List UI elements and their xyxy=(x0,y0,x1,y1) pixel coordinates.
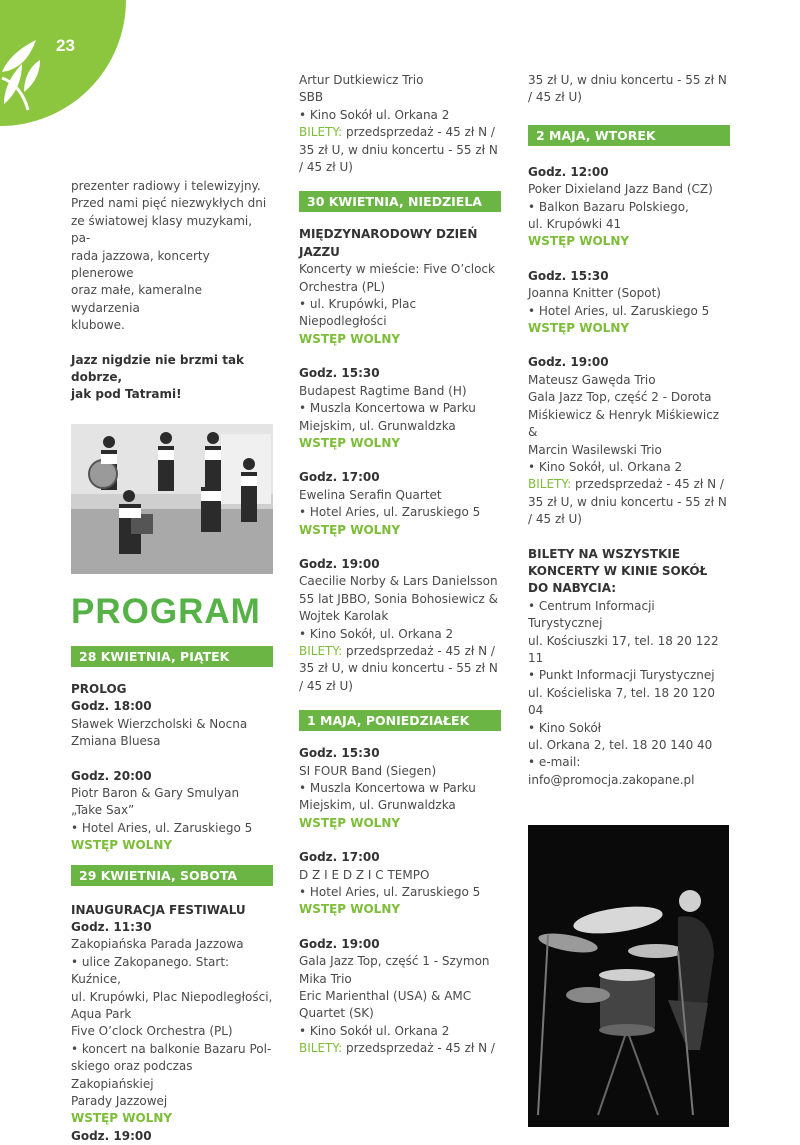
event-line: Orchestra (PL) xyxy=(299,279,386,294)
event-line: Gala Jazz Top, część 1 - Szymon xyxy=(299,954,490,969)
tickets-heading: DO NABYCIA: xyxy=(528,581,617,596)
intro-line: oraz małe, kameralne wydarzenia xyxy=(71,283,202,315)
tickets-info-line: • e-mail: xyxy=(528,755,581,770)
event-line: Ewelina Serafin Quartet xyxy=(299,487,442,502)
event-time: Godz. 20:00 xyxy=(71,768,152,783)
event-line: Budapest Ragtime Band (H) xyxy=(299,383,467,398)
event-time: Godz. 17:00 xyxy=(299,850,380,865)
event-line: Zakopiańska Parada Jazzowa xyxy=(71,937,244,952)
tagline: jak pod Tatrami! xyxy=(71,387,182,402)
column-1 xyxy=(71,178,273,1145)
event-heading: INAUGURACJA FESTIWALU xyxy=(71,902,246,917)
intro-line: prezenter radiowy i telewizyjny. xyxy=(71,179,261,193)
column-3 xyxy=(528,72,730,1127)
free-entry-label: WSTĘP WOLNY xyxy=(528,234,630,249)
band-photo xyxy=(71,424,273,574)
tickets-label: BILETY: xyxy=(528,477,572,492)
ticket-price: 35 zł U, w dniu koncertu - 55 zł N xyxy=(528,494,727,509)
event-line: • Kino Sokół, ul. Orkana 2 xyxy=(299,626,454,641)
event-line: „Take Sax” xyxy=(71,803,135,818)
ticket-price: BILETY: przedsprzedaż - 45 zł N / xyxy=(299,1041,495,1056)
event-line: • Kino Sokół ul. Orkana 2 xyxy=(299,1023,450,1038)
free-entry-label: WSTĘP WOLNY xyxy=(299,522,401,537)
tickets-heading: KONCERTY W KINIE SOKÓŁ xyxy=(528,563,708,578)
event-heading: JAZZU xyxy=(299,244,340,259)
tickets-label: BILETY: xyxy=(299,125,343,140)
event-line: Marcin Wasilewski Trio xyxy=(528,442,662,457)
event-line: Miśkiewicz & Henryk Miśkiewicz & xyxy=(528,407,720,440)
corner-leaf-decoration xyxy=(0,0,126,126)
day-header-29-april: 29 KWIETNIA, SOBOTA xyxy=(71,865,273,886)
drummer-photo xyxy=(528,825,729,1127)
event-line: • Hotel Aries, ul. Zaruskiego 5 xyxy=(71,820,253,835)
event-line: Piotr Baron & Gary Smulyan xyxy=(71,785,240,800)
ticket-price: 35 zł U, w dniu koncertu - 55 zł N xyxy=(299,661,498,676)
event-line: Joanna Knitter (Sopot) xyxy=(528,286,661,301)
event-line: • Muszla Koncertowa w Parku xyxy=(299,781,476,795)
program-title: PROGRAM xyxy=(71,591,261,631)
event-time: Godz. 17:00 xyxy=(299,470,380,485)
event-time: Godz. 15:30 xyxy=(299,366,380,381)
free-entry-label: WSTĘP WOLNY xyxy=(299,815,401,830)
tickets-label: BILETY: xyxy=(299,643,343,658)
event-line: Aqua Park xyxy=(71,1006,132,1021)
event-line: Miejskim, ul. Grunwaldzka xyxy=(299,798,456,813)
event-line: • Kino Sokół, ul. Orkana 2 xyxy=(528,459,683,474)
ticket-price: BILETY: przedsprzedaż - 45 zł N / xyxy=(299,125,495,140)
event-line: • ulice Zakopanego. Start: Kuźnice, xyxy=(71,954,230,987)
tickets-info-line: ul. Kościuszki 17, tel. 18 20 122 11 xyxy=(528,633,719,665)
ticket-price: BILETY: przedsprzedaż - 45 zł N / xyxy=(299,643,495,658)
event-line: Gala Jazz Top, część 2 - Dorota xyxy=(528,390,712,405)
ticket-price: / 45 zł U) xyxy=(528,512,582,527)
ticket-price: / 45 zł U) xyxy=(528,90,582,105)
free-entry-label: WSTĘP WOLNY xyxy=(299,331,401,346)
tickets-info-line: • Kino Sokół xyxy=(528,720,602,735)
event-line: • Hotel Aries, ul. Zaruskiego 5 xyxy=(299,885,481,900)
event-line: Wojtek Karolak xyxy=(299,609,389,624)
tickets-heading: BILETY NA WSZYSTKIE xyxy=(528,546,681,561)
ticket-price: 35 zł U, w dniu koncertu - 55 zł N xyxy=(299,142,498,157)
event-line: • Balkon Bazaru Polskiego, xyxy=(528,199,689,214)
intro-line: rada jazzowa, koncerty plenerowe xyxy=(71,248,210,281)
event-line: ul. Krupówki 41 xyxy=(528,217,622,232)
event-line: • Hotel Aries, ul. Zaruskiego 5 xyxy=(299,505,481,520)
tickets-info-line: ul. Kościeliska 7, tel. 18 20 120 04 xyxy=(528,685,715,718)
event-time: Godz. 12:00 xyxy=(528,164,609,179)
ticket-price: BILETY: przedsprzedaż - 45 zł N / xyxy=(528,477,724,492)
event-heading: PROLOG xyxy=(71,681,127,696)
tagline: Jazz nigdzie nie brzmi tak dobrze, xyxy=(71,352,245,385)
event-line: Poker Dixieland Jazz Band (CZ) xyxy=(528,182,713,197)
event-line: • Kino Sokół ul. Orkana 2 xyxy=(299,107,450,122)
tickets-info-line: ul. Orkana 2, tel. 18 20 140 40 xyxy=(528,738,713,752)
event-line: Artur Dutkiewicz Trio xyxy=(299,73,424,87)
column-2 xyxy=(299,72,501,1058)
tickets-label: BILETY: xyxy=(299,1041,343,1056)
event-time: Godz. 19:00 xyxy=(299,936,380,951)
intro-line: Przed nami pięć niezwykłych dni xyxy=(71,196,267,211)
event-line: Caecilie Norby & Lars Danielsson xyxy=(299,574,498,589)
event-line: Sławek Wierzcholski & Nocna xyxy=(71,716,248,731)
tickets-info-line: • Punkt Informacji Turystycznej xyxy=(528,668,715,683)
event-heading: MIĘDZYNARODOWY DZIEŃ xyxy=(299,227,478,242)
free-entry-label: WSTĘP WOLNY xyxy=(71,838,173,853)
event-time: Godz. 19:00 xyxy=(528,355,609,370)
event-line: D Z I E D Z I C TEMPO xyxy=(299,867,430,882)
day-header-1-may: 1 MAJA, PONIEDZIAŁEK xyxy=(299,710,501,731)
free-entry-label: WSTĘP WOLNY xyxy=(528,321,630,336)
free-entry-label: WSTĘP WOLNY xyxy=(71,1111,173,1126)
event-time: Godz. 15:30 xyxy=(528,268,609,283)
event-time: Godz. 18:00 xyxy=(71,699,152,714)
free-entry-label: WSTĘP WOLNY xyxy=(299,902,401,917)
email-link[interactable]: info@promocja.zakopane.pl xyxy=(528,772,695,787)
ticket-price: / 45 zł U) xyxy=(299,160,353,175)
event-line: ul. Krupówki, Plac Niepodległości, xyxy=(71,989,273,1004)
intro-line: klubowe. xyxy=(71,318,125,333)
event-line: Five O’clock Orchestra (PL) xyxy=(71,1024,233,1039)
event-time: Godz. 15:30 xyxy=(299,746,380,761)
event-line: SI FOUR Band (Siegen) xyxy=(299,763,437,778)
event-line: SBB xyxy=(299,90,324,105)
ticket-price: / 45 zł U) xyxy=(299,678,353,693)
free-entry-label: WSTĘP WOLNY xyxy=(299,435,401,450)
event-line: • koncert na balkonie Bazaru Pol- xyxy=(71,1041,272,1056)
ticket-price: 35 zł U, w dniu koncertu - 55 zł N xyxy=(528,73,727,87)
event-line: Miejskim, ul. Grunwaldzka xyxy=(299,418,456,433)
day-header-2-may: 2 MAJA, WTOREK xyxy=(528,125,730,146)
event-time: Godz. 19:00 xyxy=(299,556,380,571)
event-line: Zmiana Bluesa xyxy=(71,734,161,749)
event-time: Godz. 11:30 xyxy=(71,919,152,934)
day-header-30-april: 30 KWIETNIA, NIEDZIELA xyxy=(299,191,501,212)
event-line: • Hotel Aries, ul. Zaruskiego 5 xyxy=(528,303,710,318)
event-time: Godz. 19:00 xyxy=(71,1128,152,1143)
event-line: Mika Trio xyxy=(299,971,352,986)
event-line: Eric Marienthal (USA) & AMC xyxy=(299,989,472,1004)
page-number: 23 xyxy=(56,36,75,55)
day-header-28-april: 28 KWIETNIA, PIĄTEK xyxy=(71,646,273,667)
event-line: 55 lat JBBO, Sonia Bohosiewicz & xyxy=(299,591,498,606)
intro-line: ze światowej klasy muzykami, pa- xyxy=(71,213,253,246)
event-line: skiego oraz podczas Zakopiańskiej xyxy=(71,1059,193,1091)
tickets-info-line: • Centrum Informacji Turystycznej xyxy=(528,598,655,631)
intro-text xyxy=(71,178,273,335)
event-line: • Muszla Koncertowa w Parku xyxy=(299,401,476,416)
event-line: Quartet (SK) xyxy=(299,1006,374,1021)
event-line: Koncerty w mieście: Five O’clock xyxy=(299,262,495,277)
event-line: Mateusz Gawęda Trio xyxy=(528,372,656,387)
event-line: • ul. Krupówki, Plac Niepodległości xyxy=(299,297,417,329)
event-line: Parady Jazzowej xyxy=(71,1094,168,1108)
